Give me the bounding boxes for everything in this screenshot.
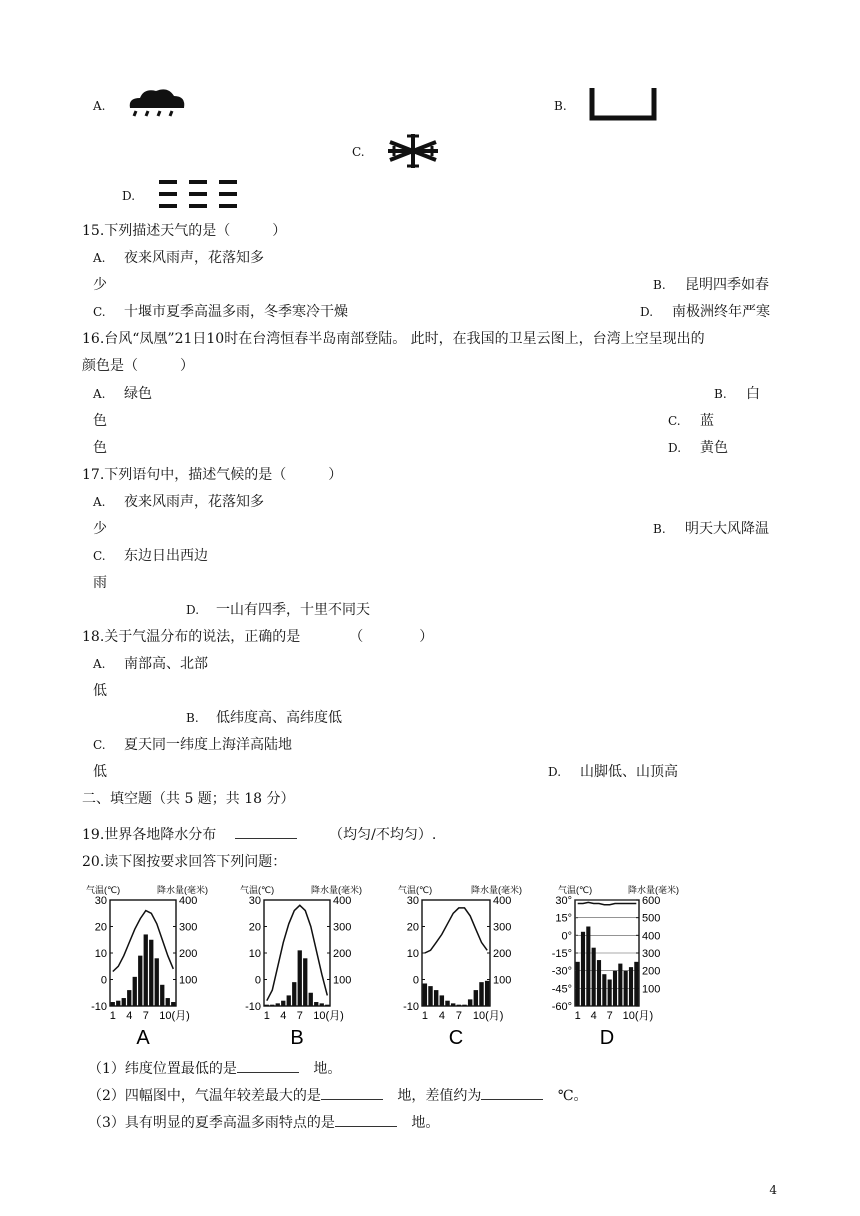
precipitation-tick-label: 200 (493, 948, 512, 960)
climate-chart-c (398, 882, 522, 1048)
temperature-tick-label: -30° (551, 965, 572, 978)
q16-a-label: A. (93, 387, 106, 401)
precipitation-bar (445, 1001, 449, 1006)
precipitation-bar (462, 1005, 466, 1006)
precipitation-tick-label: 300 (642, 948, 661, 960)
precipitation-bar (166, 998, 170, 1006)
q17-c-text: 东边日出西边 (124, 548, 208, 564)
precipitation-bar (325, 1005, 329, 1006)
q17-c-label: C. (93, 549, 106, 563)
temperature-line (113, 911, 174, 972)
precipitation-tick-label: 200 (642, 965, 661, 978)
q20-sub1-text-b: 地。 (313, 1061, 342, 1077)
precipitation-bar (428, 986, 432, 1006)
month-tick-label: 1 (109, 1010, 116, 1022)
precipitation-bar (116, 1001, 120, 1006)
month-tick-label: 10(月) (622, 1010, 654, 1022)
precipitation-bar (608, 980, 612, 1007)
climate-chart-a (86, 882, 208, 1048)
precipitation-bar (111, 1002, 115, 1006)
page-number: 4 (769, 1183, 777, 1197)
q15-d-label: D. (640, 305, 654, 319)
q20-sub2 (88, 1087, 587, 1104)
precipitation-tick-label: 200 (333, 948, 352, 960)
chart-letter-label: B (290, 1027, 304, 1048)
q19-text-a: 19.世界各地降水分布 (82, 827, 217, 843)
temperature-line (425, 908, 487, 953)
q17-stem: 17.下列语句中，描述气候的是（ ） (82, 467, 343, 483)
month-tick-label: 4 (590, 1010, 597, 1022)
q15-b-text: 昆明四季如春 (685, 277, 769, 293)
precipitation-bar (434, 990, 438, 1006)
precipitation-tick-label: 100 (333, 974, 352, 987)
q20-sub2-blank-2[interactable] (481, 1087, 543, 1100)
precipitation-bar (576, 962, 580, 1006)
precipitation-bar (474, 990, 478, 1006)
precipitation-bar (457, 1005, 461, 1006)
chart-frame (264, 900, 330, 1006)
precipitation-bar (423, 983, 427, 1006)
climate-chart-d (543, 882, 679, 1048)
q15-d-text: 南极洲终年严寒 (672, 304, 770, 320)
precipitation-bar (629, 967, 633, 1006)
q18-c-text: 夏天同一纬度上海洋高陆地 (124, 737, 292, 753)
temperature-tick-label: -45° (551, 983, 572, 996)
precipitation-bar (468, 999, 472, 1006)
q18-stem: 18.关于气温分布的说法，正确的是 （ ） (82, 629, 434, 645)
precipitation-tick-label: 100 (642, 983, 661, 996)
month-tick-label: 1 (574, 1010, 581, 1022)
q18-c-label: C. (93, 738, 106, 752)
q20-sub2-text-c: ℃。 (557, 1088, 588, 1104)
q17-b-label: B. (653, 522, 666, 536)
precipitation-bar (592, 948, 596, 1006)
precipitation-bar (451, 1003, 455, 1006)
q20-sub2-text-a: （2）四幅图中，气温年较差最大的是 (88, 1088, 321, 1104)
month-tick-label: 7 (296, 1010, 303, 1022)
q14-option-c-label: C. (352, 145, 365, 159)
precipitation-bar (133, 977, 137, 1006)
precipitation-bar (303, 958, 307, 1006)
q16-c-label: C. (668, 414, 681, 428)
q19-answer-blank[interactable] (235, 826, 297, 839)
q14-option-d-label: D. (122, 189, 136, 203)
precipitation-tick-label: 100 (493, 974, 512, 987)
temperature-line (578, 902, 637, 904)
temperature-tick-label: 15° (555, 912, 572, 925)
climate-chart-b (240, 882, 362, 1048)
temperature-axis-label: 气温(℃) (86, 885, 121, 895)
q16-b-cont: 色 (93, 413, 107, 429)
precipitation-bar (276, 1003, 280, 1006)
temperature-axis-label: 气温(℃) (398, 885, 433, 895)
month-tick-label: 7 (455, 1010, 462, 1022)
q16-b-text: 白 (746, 386, 760, 402)
temperature-tick-label: -60° (551, 1001, 572, 1013)
precipitation-axis-label: 降水量(毫米) (471, 885, 522, 895)
month-tick-label: 4 (438, 1010, 445, 1022)
q15-stem: 15.下列描述天气的是（ ） (82, 223, 287, 239)
q16-stem-line1: 16.台风“凤凰”21日10时在台湾恒春半岛南部登陆。 此时，在我国的卫星云图上，台湾上空呈现出的 (82, 331, 705, 347)
temperature-tick-label: -10 (403, 1001, 419, 1013)
q19-text-b: （均匀/不均匀）. (329, 827, 437, 843)
q18-a-cont: 低 (93, 683, 107, 699)
month-tick-label: 7 (142, 1010, 149, 1022)
q20-sub2-blank-1[interactable] (321, 1087, 383, 1100)
precipitation-tick-label: 300 (179, 921, 198, 934)
three-parallel-bars-icon (157, 178, 239, 212)
q18-d-label: D. (548, 765, 562, 779)
precipitation-bar (149, 940, 153, 1006)
q18-d-text: 山脚低、山顶高 (580, 764, 678, 780)
q17-a-label: A. (93, 495, 106, 509)
precipitation-tick-label: 400 (642, 930, 661, 943)
temperature-tick-label: 30 (406, 895, 419, 907)
q16-stem-line2: 颜色是（ ） (82, 358, 194, 374)
precipitation-tick-label: 300 (333, 921, 352, 934)
precipitation-bar (634, 962, 638, 1006)
precipitation-tick-label: 200 (179, 948, 198, 960)
temperature-axis-label: 气温(℃) (240, 885, 275, 895)
q17-a-text: 夜来风雨声，花落知多 (124, 494, 264, 510)
month-tick-label: 1 (263, 1010, 270, 1022)
chart-letter-label: D (599, 1027, 615, 1048)
precipitation-bar (265, 1005, 269, 1006)
temperature-tick-label: -10 (91, 1001, 107, 1013)
precipitation-tick-label: 400 (493, 895, 512, 907)
q20-sub1-text-a: （1）纬度位置最低的是 (88, 1061, 237, 1077)
temperature-tick-label: 10 (94, 948, 107, 960)
temperature-tick-label: 30 (94, 895, 107, 907)
q20-sub3-blank[interactable] (335, 1114, 397, 1127)
precipitation-bar (138, 956, 142, 1006)
q16-d-text: 黄色 (700, 440, 728, 456)
precipitation-bar (127, 990, 131, 1006)
precipitation-bar (287, 995, 291, 1006)
precipitation-bar (597, 960, 601, 1006)
precipitation-bar (485, 981, 489, 1006)
q14-option-b-label: B. (554, 99, 567, 113)
q20-sub3 (88, 1114, 439, 1131)
precipitation-bar (586, 927, 590, 1007)
precipitation-tick-label: 600 (642, 895, 661, 907)
temperature-tick-label: 0 (100, 974, 107, 987)
q20-sub1 (88, 1060, 341, 1077)
precipitation-bar (309, 993, 313, 1006)
q14-option-a-label: A. (93, 99, 106, 113)
month-tick-label: 10(月) (472, 1010, 504, 1022)
temperature-tick-label: 20 (248, 921, 261, 934)
q17-a-cont: 少 (93, 521, 107, 537)
q20-sub3-text-a: （3）具有明显的夏季高温多雨特点的是 (88, 1115, 335, 1131)
precipitation-bar (618, 964, 622, 1006)
precipitation-tick-label: 400 (333, 895, 352, 907)
precipitation-bar (440, 995, 444, 1006)
precipitation-axis-label: 降水量(毫米) (628, 885, 679, 895)
precipitation-tick-label: 400 (179, 895, 198, 907)
temperature-line (267, 905, 328, 1000)
precipitation-axis-label: 降水量(毫米) (157, 885, 208, 895)
month-tick-label: 4 (126, 1010, 133, 1022)
q16-d-label: D. (668, 441, 682, 455)
q16-a-text: 绿色 (124, 386, 152, 402)
precipitation-bar (292, 982, 296, 1006)
u-shape-icon (588, 86, 658, 122)
precipitation-bar (624, 971, 628, 1006)
q20-sub3-text-b: 地。 (411, 1115, 440, 1131)
q15-a-text: 夜来风雨声，花落知多 (124, 250, 264, 266)
q18-c-cont: 低 (93, 764, 107, 780)
precipitation-bar (144, 934, 148, 1006)
temperature-tick-label: 20 (406, 921, 419, 934)
rain-cloud-icon (124, 86, 188, 120)
q16-c-text: 蓝 (700, 413, 714, 429)
temperature-tick-label: -10 (245, 1001, 261, 1013)
precipitation-bar (122, 998, 126, 1006)
month-tick-label: 7 (606, 1010, 613, 1022)
precipitation-bar (298, 950, 302, 1006)
temperature-tick-label: -15° (551, 948, 572, 960)
precipitation-tick-label: 300 (493, 921, 512, 934)
q16-c-cont: 色 (93, 440, 107, 456)
q17-d-label: D. (186, 603, 200, 617)
temperature-tick-label: 0 (254, 974, 261, 987)
q20-sub1-blank[interactable] (237, 1060, 299, 1073)
month-tick-label: 4 (280, 1010, 287, 1022)
q17-c-cont: 雨 (93, 575, 107, 591)
precipitation-bar (613, 971, 617, 1006)
snowflake-icon (386, 132, 440, 170)
q15-c-label: C. (93, 305, 106, 319)
precipitation-bar (281, 1001, 285, 1006)
precipitation-bar (314, 1002, 318, 1006)
temperature-tick-label: 10 (248, 948, 261, 960)
temperature-tick-label: 0° (561, 930, 572, 943)
section-heading: 二、填空题（共 5 题；共 18 分） (82, 791, 295, 807)
precipitation-axis-label: 降水量(毫米) (311, 885, 362, 895)
chart-letter-label: C (448, 1027, 464, 1048)
q18-a-label: A. (93, 657, 106, 671)
precipitation-tick-label: 500 (642, 912, 661, 925)
precipitation-bar (155, 958, 159, 1006)
month-tick-label: 1 (421, 1010, 428, 1022)
temperature-tick-label: 30 (248, 895, 261, 907)
precipitation-tick-label: 100 (179, 974, 198, 987)
month-tick-label: 10(月) (313, 1010, 344, 1022)
q18-b-label: B. (186, 711, 199, 725)
precipitation-bar (171, 1002, 175, 1006)
q19-line (82, 826, 436, 843)
q15-b-label: B. (653, 278, 666, 292)
q18-b-text: 低纬度高、高纬度低 (216, 710, 342, 726)
temperature-axis-label: 气温(℃) (558, 885, 593, 895)
q15-c-text: 十堰市夏季高温多雨，冬季寒冷干燥 (124, 304, 348, 320)
temperature-tick-label: 30° (555, 895, 572, 907)
precipitation-bar (479, 982, 483, 1006)
q20-sub2-text-b: 地，差值约为 (397, 1088, 482, 1104)
month-tick-label: 10(月) (159, 1010, 190, 1022)
q17-d-text: 一山有四季，十里不同天 (216, 602, 370, 618)
q15-a-cont: 少 (93, 277, 107, 293)
temperature-tick-label: 10 (406, 948, 419, 960)
precipitation-bar (602, 974, 606, 1006)
q17-b-text: 明天大风降温 (685, 521, 769, 537)
temperature-tick-label: 0 (412, 974, 419, 987)
q20-stem: 20.读下图按要求回答下列问题： (82, 854, 287, 870)
chart-letter-label: A (136, 1027, 150, 1048)
precipitation-bar (270, 1005, 274, 1006)
q16-b-label: B. (714, 387, 727, 401)
q18-a-text: 南部高、北部 (124, 656, 208, 672)
precipitation-bar (320, 1003, 324, 1006)
temperature-tick-label: 20 (94, 921, 107, 934)
precipitation-bar (160, 985, 164, 1006)
precipitation-bar (581, 932, 585, 1006)
q15-a-label: A. (93, 251, 106, 265)
